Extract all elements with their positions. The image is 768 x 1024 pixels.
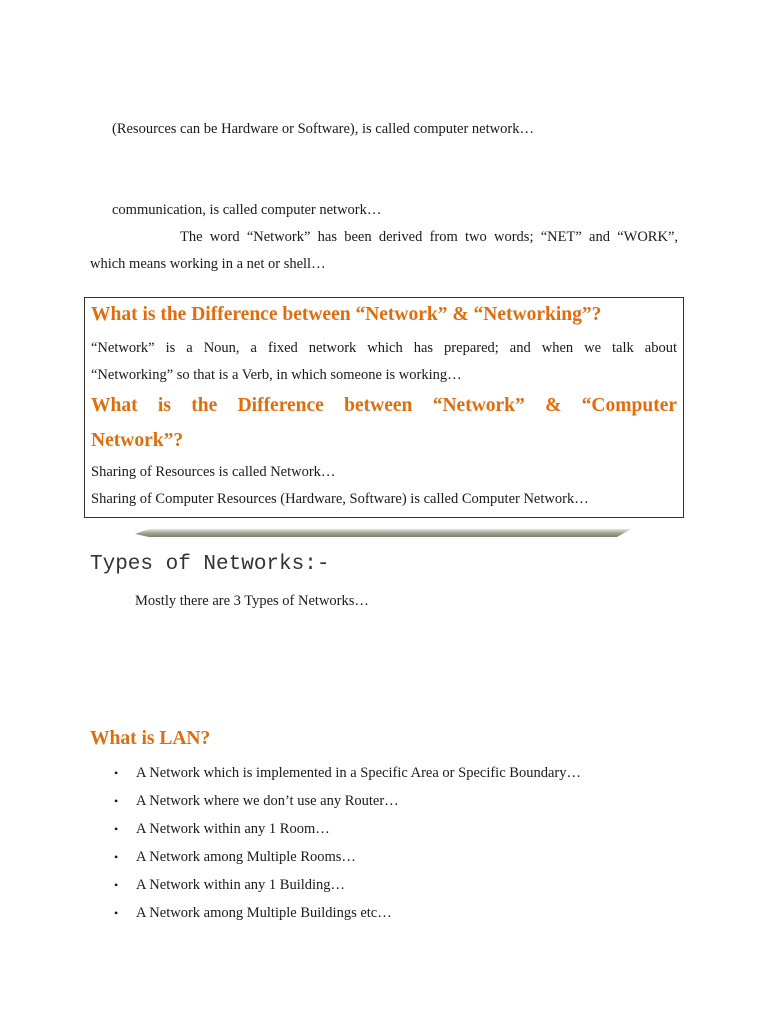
- list-item: [110, 818, 581, 846]
- decorative-separator: [135, 528, 631, 538]
- box-para2-line2: Sharing of Computer Resources (Hardware, Software) is called Computer Network…: [91, 491, 589, 507]
- box-para1-line1: “Network” is a Noun, a fixed network which has prepared; and when we talk about: [91, 340, 677, 356]
- bullet-icon: •: [114, 850, 119, 864]
- list-item: [110, 846, 581, 874]
- intro-line-1: (Resources can be Hardware or Software), is called computer network…: [112, 121, 534, 137]
- lan-heading: What is LAN?: [90, 728, 211, 749]
- list-item: [110, 790, 581, 818]
- list-item: [110, 902, 581, 930]
- box-heading2-line2: Network”?: [91, 430, 184, 451]
- bullet-icon: •: [114, 822, 119, 836]
- etymology-line-1: The word “Network” has been derived from two words; “NET” and “WORK”,: [180, 229, 678, 245]
- bullet-icon: •: [114, 794, 119, 808]
- list-item-text: A Network which is implemented in a Specific Area or Specific Boundary…: [136, 765, 581, 781]
- bullet-icon: •: [114, 766, 119, 780]
- lan-bullet-list: [110, 762, 581, 930]
- types-heading: Types of Networks:-: [90, 553, 330, 576]
- box-heading-network-vs-networking: What is the Difference between “Network” & “Networking”?: [91, 304, 602, 325]
- box-para2-line1: Sharing of Resources is called Network…: [91, 464, 336, 480]
- list-item-text: A Network within any 1 Room…: [136, 821, 330, 837]
- bullet-icon: •: [114, 878, 119, 892]
- intro-line-2: communication, is called computer network…: [112, 202, 382, 218]
- bullet-icon: •: [114, 906, 119, 920]
- box-para1-line2: “Networking” so that is a Verb, in which someone is working…: [91, 367, 462, 383]
- list-item-text: A Network where we don’t use any Router…: [136, 793, 399, 809]
- list-item: [110, 874, 581, 902]
- definition-box: [84, 297, 684, 518]
- types-intro: Mostly there are 3 Types of Networks…: [135, 593, 369, 609]
- list-item-text: A Network within any 1 Building…: [136, 877, 346, 893]
- list-item-text: A Network among Multiple Rooms…: [136, 849, 356, 865]
- etymology-line-2: which means working in a net or shell…: [90, 256, 326, 272]
- box-heading2-line1: What is the Difference between “Network” & “Computer: [91, 395, 677, 416]
- list-item-text: A Network among Multiple Buildings etc…: [136, 905, 392, 921]
- list-item: [110, 762, 581, 790]
